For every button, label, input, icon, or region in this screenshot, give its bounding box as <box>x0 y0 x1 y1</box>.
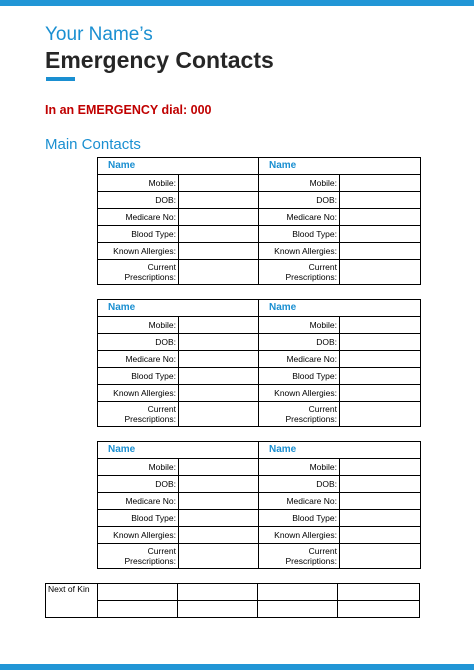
field-label: Medicare No: <box>98 493 179 510</box>
field-label: Mobile: <box>98 459 179 476</box>
prescriptions-label-line1: Current <box>147 403 176 414</box>
name-header: Name <box>259 158 421 175</box>
field-label-prescriptions <box>98 402 179 427</box>
field-input[interactable] <box>179 317 259 334</box>
emergency-dial-notice: In an EMERGENCY dial: 000 <box>45 103 212 117</box>
field-input[interactable] <box>179 175 259 192</box>
field-label: DOB: <box>259 334 340 351</box>
field-label: Mobile: <box>259 175 340 192</box>
field-input[interactable] <box>340 527 421 544</box>
field-input[interactable] <box>340 476 421 493</box>
field-input[interactable] <box>179 368 259 385</box>
next-of-kin-field[interactable] <box>178 601 258 618</box>
field-label-prescriptions <box>259 260 340 285</box>
page-title-owner: Your Name’s <box>45 24 153 45</box>
next-of-kin-field[interactable] <box>338 584 420 601</box>
field-label: DOB: <box>98 192 179 209</box>
field-label: Known Allergies: <box>98 527 179 544</box>
field-label: Blood Type: <box>259 368 340 385</box>
name-header: Name <box>259 300 421 317</box>
field-label: Medicare No: <box>98 351 179 368</box>
field-input[interactable] <box>179 351 259 368</box>
next-of-kin-field[interactable] <box>178 584 258 601</box>
field-input[interactable] <box>340 192 421 209</box>
field-input[interactable] <box>179 385 259 402</box>
name-header: Name <box>259 442 421 459</box>
contact-table-3 <box>97 441 421 569</box>
field-input[interactable] <box>340 226 421 243</box>
field-label: Known Allergies: <box>259 243 340 260</box>
next-of-kin-table <box>45 583 420 618</box>
field-input[interactable] <box>340 402 421 427</box>
field-input[interactable] <box>340 243 421 260</box>
field-label: DOB: <box>98 334 179 351</box>
bottom-accent-bar <box>0 664 474 670</box>
field-input[interactable] <box>340 368 421 385</box>
field-input[interactable] <box>340 260 421 285</box>
field-label: DOB: <box>98 476 179 493</box>
prescriptions-label-line2: Prescriptions: <box>124 556 176 566</box>
field-label-prescriptions <box>98 260 179 285</box>
page-title: Emergency Contacts <box>45 47 274 73</box>
next-of-kin-field[interactable] <box>258 601 338 618</box>
field-label-prescriptions <box>259 544 340 569</box>
field-input[interactable] <box>179 544 259 569</box>
prescriptions-label-line2: Prescriptions: <box>124 414 176 424</box>
field-input[interactable] <box>179 402 259 427</box>
title-underline <box>46 77 75 81</box>
section-title-main-contacts: Main Contacts <box>45 136 141 153</box>
prescriptions-label-line2: Prescriptions: <box>285 556 337 566</box>
prescriptions-label-line1: Current <box>147 261 176 272</box>
field-label: Known Allergies: <box>259 385 340 402</box>
field-label: Known Allergies: <box>98 243 179 260</box>
top-accent-bar <box>0 0 474 6</box>
field-input[interactable] <box>340 510 421 527</box>
field-input[interactable] <box>179 260 259 285</box>
field-label: Mobile: <box>259 459 340 476</box>
field-label: Blood Type: <box>98 226 179 243</box>
prescriptions-label-line2: Prescriptions: <box>285 272 337 282</box>
field-input[interactable] <box>179 527 259 544</box>
field-label: Known Allergies: <box>259 527 340 544</box>
field-input[interactable] <box>340 351 421 368</box>
field-label: Medicare No: <box>98 209 179 226</box>
prescriptions-label-line1: Current <box>308 545 337 556</box>
next-of-kin-field[interactable] <box>338 601 420 618</box>
prescriptions-label-line1: Current <box>308 403 337 414</box>
field-label: Known Allergies: <box>98 385 179 402</box>
name-header: Name <box>98 442 259 459</box>
name-header: Name <box>98 300 259 317</box>
field-label: Medicare No: <box>259 351 340 368</box>
prescriptions-label-line2: Prescriptions: <box>124 272 176 282</box>
next-of-kin-label: Next of Kin <box>46 584 98 618</box>
field-label: Mobile: <box>259 317 340 334</box>
next-of-kin-field[interactable] <box>258 584 338 601</box>
field-label: DOB: <box>259 476 340 493</box>
field-label-prescriptions <box>98 544 179 569</box>
field-input[interactable] <box>179 209 259 226</box>
field-input[interactable] <box>340 544 421 569</box>
field-input[interactable] <box>179 334 259 351</box>
next-of-kin-field[interactable] <box>98 601 178 618</box>
field-label: Blood Type: <box>259 226 340 243</box>
field-input[interactable] <box>340 334 421 351</box>
field-input[interactable] <box>179 226 259 243</box>
field-input[interactable] <box>340 459 421 476</box>
field-input[interactable] <box>179 510 259 527</box>
field-input[interactable] <box>179 493 259 510</box>
field-label: Medicare No: <box>259 209 340 226</box>
field-input[interactable] <box>340 175 421 192</box>
field-input[interactable] <box>340 385 421 402</box>
next-of-kin-field[interactable] <box>98 584 178 601</box>
field-input[interactable] <box>179 243 259 260</box>
contact-table-1 <box>97 157 421 285</box>
field-label: Medicare No: <box>259 493 340 510</box>
field-input[interactable] <box>340 317 421 334</box>
field-label: Mobile: <box>98 317 179 334</box>
contact-table-2 <box>97 299 421 427</box>
prescriptions-label-line2: Prescriptions: <box>285 414 337 424</box>
field-input[interactable] <box>179 192 259 209</box>
prescriptions-label-line1: Current <box>308 261 337 272</box>
field-label: Mobile: <box>98 175 179 192</box>
field-label: Blood Type: <box>98 510 179 527</box>
field-label: Blood Type: <box>259 510 340 527</box>
field-input[interactable] <box>340 493 421 510</box>
field-input[interactable] <box>179 459 259 476</box>
field-label: Blood Type: <box>98 368 179 385</box>
prescriptions-label-line1: Current <box>147 545 176 556</box>
field-input[interactable] <box>179 476 259 493</box>
field-label-prescriptions <box>259 402 340 427</box>
field-label: DOB: <box>259 192 340 209</box>
name-header: Name <box>98 158 259 175</box>
field-input[interactable] <box>340 209 421 226</box>
